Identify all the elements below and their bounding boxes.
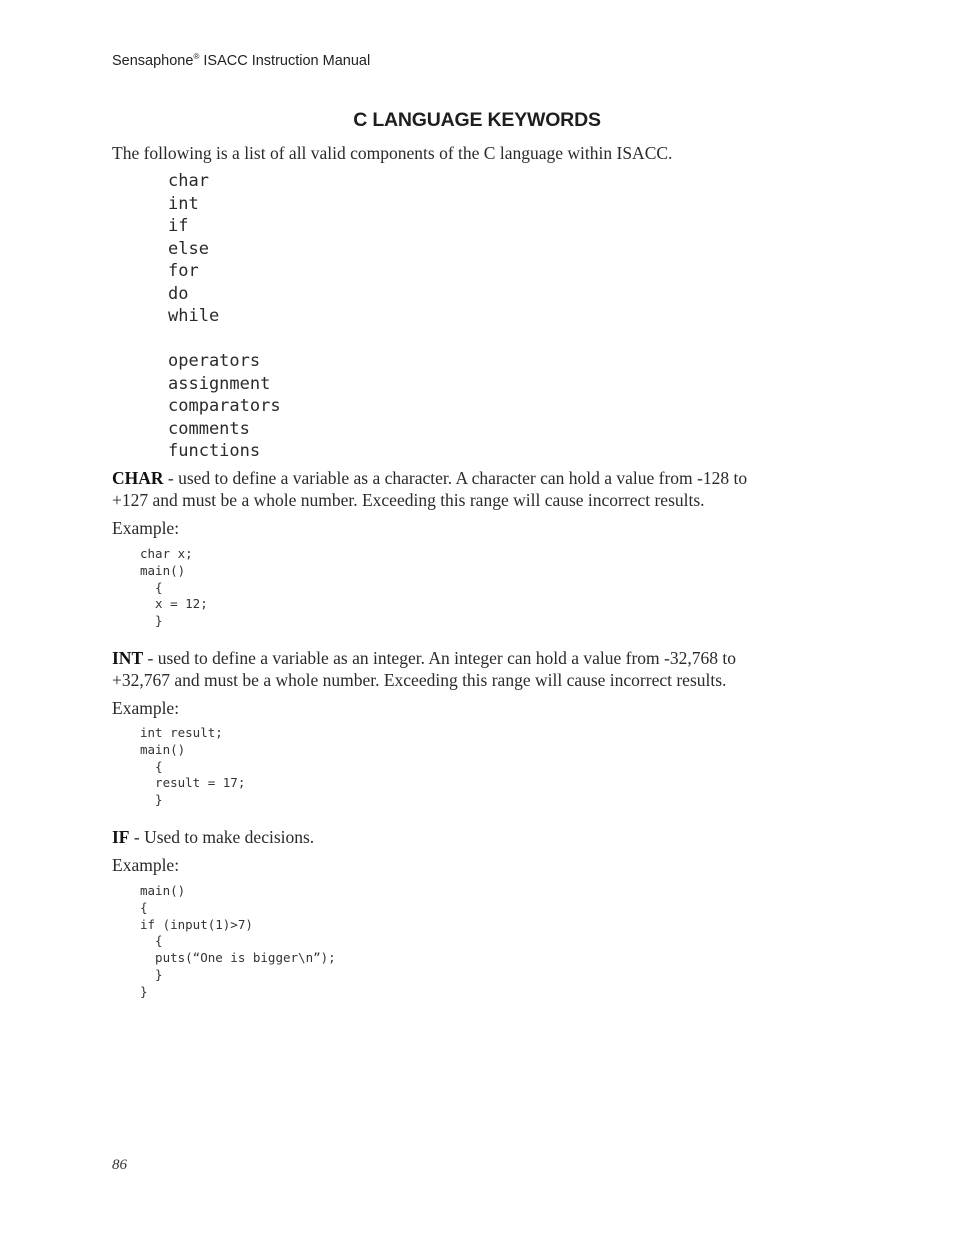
if-example-label: Example: (112, 855, 180, 875)
int-term: INT (112, 648, 144, 668)
keyword-item: for (168, 261, 199, 281)
if-term: IF (112, 827, 130, 847)
code-line: } (140, 983, 148, 999)
code-line: { (140, 579, 163, 595)
page-number: 86 (112, 1157, 127, 1173)
header-brand: Sensaphone (112, 52, 194, 69)
char-desc-line2: +127 and must be a whole number. Exceeding this range will cause incorrect results. (112, 490, 705, 510)
char-example-label: Example: (112, 518, 180, 538)
code-line: puts(“One is bigger\n”); (140, 950, 336, 966)
code-line: main() (140, 741, 186, 757)
keyword-item: int (168, 193, 199, 214)
component-item: comments (168, 418, 250, 439)
code-line: x = 12; (140, 596, 208, 612)
int-desc-line1: - used to define a variable as an integer. An integer can hold a value from -32,768 to (143, 648, 736, 668)
keyword-list (168, 170, 281, 463)
char-term: CHAR (112, 468, 164, 488)
if-desc-line1: - Used to make decisions. (129, 827, 315, 847)
page-title: C LANGUAGE KEYWORDS (353, 109, 601, 131)
header-rest: ISACC Instruction Manual (199, 52, 371, 69)
int-example-label: Example: (112, 698, 180, 718)
int-desc-line2: +32,767 and must be a whole number. Exceeding this range will cause incorrect results. (112, 670, 727, 690)
if-definition (112, 826, 802, 848)
component-item: comparators (168, 396, 281, 416)
char-desc-line1: - used to define a variable as a character. A character can hold a value from -128 to (163, 468, 748, 488)
char-definition (112, 467, 802, 511)
code-line: if (input(1)>7) (140, 916, 253, 932)
keyword-item: do (168, 283, 189, 304)
code-line: main() (140, 562, 186, 578)
keyword-item: while (168, 306, 220, 326)
intro-paragraph: The following is a list of all valid components of the C language within ISACC. (112, 143, 673, 163)
code-line: result = 17; (140, 775, 246, 791)
char-code-example (140, 546, 208, 630)
keyword-list-gap (168, 328, 281, 351)
code-line: { (140, 758, 163, 774)
keyword-item: char (168, 171, 209, 191)
int-code-example (140, 725, 245, 809)
code-line: } (140, 792, 163, 808)
keyword-item: else (168, 238, 209, 259)
code-line: { (140, 933, 163, 949)
if-code-example (140, 883, 336, 1001)
code-line: { (140, 899, 148, 915)
code-line: int result; (140, 725, 223, 740)
keyword-item: if (168, 216, 189, 236)
int-definition (112, 647, 802, 691)
code-line: } (140, 613, 163, 629)
component-item: functions (168, 441, 261, 461)
registered-mark: ® (193, 52, 200, 61)
code-line: } (140, 966, 163, 982)
code-line: main() (140, 883, 186, 898)
component-item: operators (168, 351, 261, 371)
running-header (112, 52, 370, 69)
component-item: assignment (168, 373, 271, 394)
code-line: char x; (140, 546, 193, 561)
